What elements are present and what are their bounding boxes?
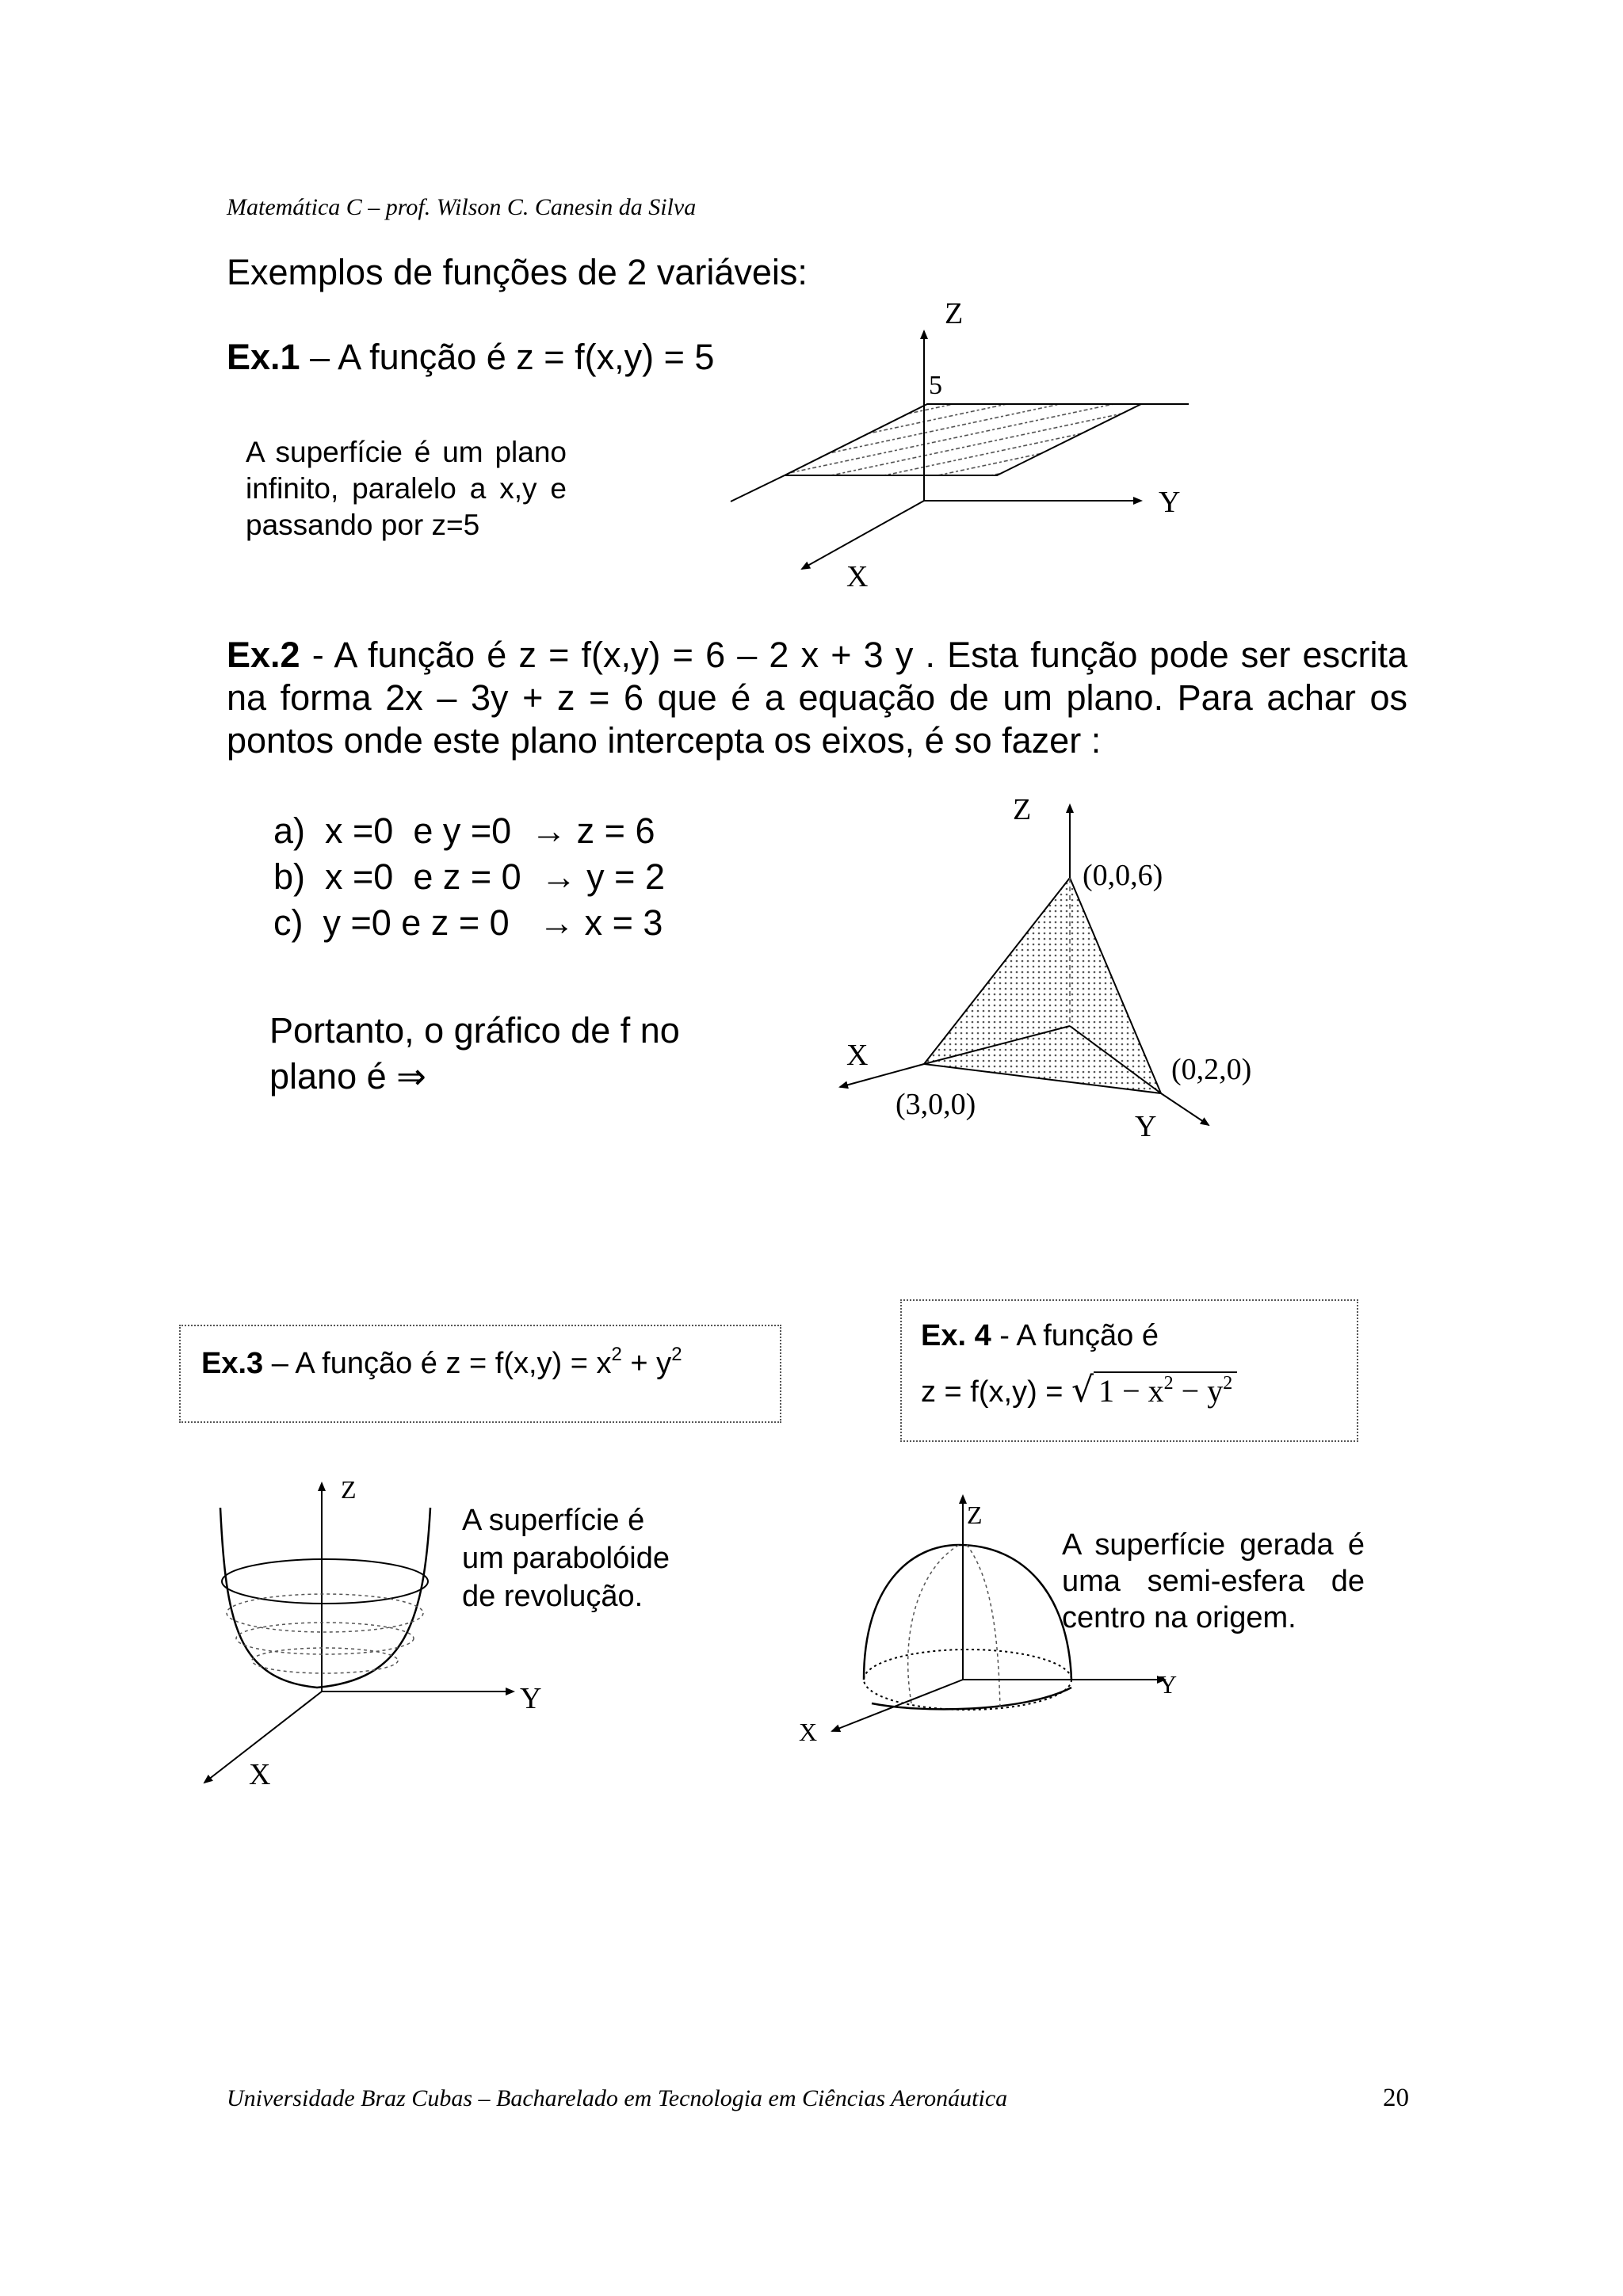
- ex3-text-mid: + y: [621, 1347, 672, 1380]
- fig4-z-label: Z: [967, 1501, 983, 1529]
- fig1-plane: [785, 404, 1141, 475]
- fig3-x-label: X: [249, 1758, 271, 1791]
- ex2-text: - A função é z = f(x,y) = 6 – 2 x + 3 y . Esta função pode ser escrita na forma 2x – 3y + z = 6 que é a equação de um plano. Para achar os pontos onde este plano intercepta os eixos, é so fazer :: [227, 635, 1407, 761]
- fig1-plane-extension-left: [731, 475, 785, 502]
- ex4-box: [900, 1299, 1358, 1442]
- fig2-point-y: (0,2,0): [1171, 1053, 1252, 1086]
- ex3-box: [179, 1325, 781, 1423]
- fig4-x-label: X: [799, 1718, 818, 1746]
- fig4-y-label: Y: [1159, 1670, 1178, 1699]
- ex2-item-c: c) y =0 e z = 0 → x = 3: [273, 902, 663, 943]
- ex2-label: Ex.2: [227, 635, 300, 675]
- ex4-exp1: 2: [1163, 1373, 1174, 1394]
- fig2-plane-face: [924, 878, 1161, 1093]
- ex4-formula-root: 1 − x: [1098, 1373, 1164, 1409]
- ex3-description: [462, 1501, 670, 1615]
- ex3-exp2: 2: [671, 1344, 682, 1365]
- fig1-level-label: 5: [929, 371, 942, 400]
- ex4-formula-radicand: [1094, 1371, 1237, 1409]
- fig2-point-z: (0,0,6): [1083, 859, 1163, 892]
- fig2-z-label: Z: [1013, 793, 1032, 826]
- ex2-item-a: a) x =0 e y =0 → z = 6: [273, 810, 655, 851]
- ex4-formula-mid: − y: [1173, 1373, 1224, 1409]
- ex4-text: - A função é: [991, 1319, 1159, 1352]
- fig1-y-label: Y: [1159, 486, 1181, 519]
- fig2-y-label: Y: [1135, 1110, 1157, 1143]
- page-footer: Universidade Braz Cubas – Bacharelado em Tecnologia em Ciências Aeronáutica: [227, 2085, 1008, 2111]
- fig3-rim: [222, 1559, 428, 1604]
- fig1-x-label: X: [846, 560, 869, 593]
- page-number: 20: [1383, 2084, 1409, 2112]
- ex4-exp2: 2: [1223, 1373, 1233, 1394]
- fig3-z-label: Z: [341, 1475, 357, 1504]
- ex3-desc-line1: A superfície é: [462, 1504, 645, 1537]
- ex3-exp1: 2: [611, 1344, 622, 1365]
- sqrt-icon: √: [1071, 1370, 1094, 1410]
- ex2-conclusion: [269, 1008, 680, 1100]
- ex2-item-b: b) x =0 e z = 0 → y = 2: [273, 856, 665, 897]
- ex3-text-pre: – A função é z = f(x,y) = x: [263, 1347, 612, 1380]
- ex1-text: – A função é z = f(x,y) = 5: [300, 337, 715, 377]
- ex1-label: Ex.1: [227, 337, 300, 377]
- fig2-x-label: X: [846, 1039, 869, 1072]
- ex4-formula-pre: z = f(x,y) =: [921, 1375, 1072, 1409]
- page-header: Matemática C – prof. Wilson C. Canesin da Silva: [227, 194, 697, 220]
- ex3-desc-line3: de revolução.: [462, 1580, 643, 1613]
- fig1-plane-diagram: [731, 331, 1189, 569]
- fig3-y-label: Y: [520, 1682, 542, 1715]
- fig2-point-x: (3,0,0): [896, 1088, 976, 1121]
- fig4-x-axis: [832, 1680, 963, 1731]
- ex1-description: A superfície é um plano infinito, paralelo a x,y e passando por z=5: [246, 436, 567, 541]
- ex4-formula: [921, 1360, 1357, 1416]
- fig1-z-label: Z: [945, 297, 964, 330]
- ex4-label: Ex. 4: [921, 1319, 991, 1352]
- ex2-intercept-list: [273, 808, 665, 946]
- ex2-paragraph: [227, 634, 1407, 762]
- ex2-conclusion-line1: Portanto, o gráfico de f no: [269, 1010, 680, 1051]
- ex3-label: Ex.3: [201, 1347, 264, 1380]
- fig2-y-axis: [1161, 1093, 1209, 1125]
- ex3-desc-line2: um parabolóide: [462, 1542, 670, 1575]
- fig4-dome: [864, 1545, 1071, 1680]
- ex4-description: A superfície gerada é uma semi-esfera de centro na origem.: [1062, 1528, 1365, 1634]
- section-title: Exemplos de funções de 2 variáveis:: [227, 252, 808, 292]
- ex2-conclusion-line2: plano é ⇒: [269, 1056, 426, 1097]
- fig2-tetrahedron-diagram: [840, 805, 1209, 1125]
